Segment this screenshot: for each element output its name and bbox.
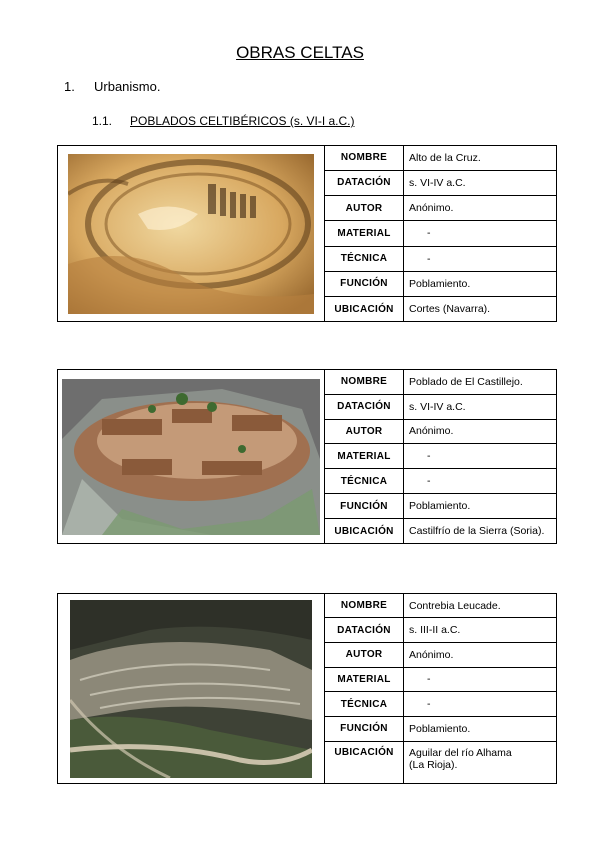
label-nombre: NOMBRE — [325, 146, 404, 170]
value-material: - — [427, 227, 431, 240]
value-ubicacion-line1: Aguilar del río Alhama — [409, 746, 512, 759]
value-ubicacion-line2: (La Rioja). — [409, 758, 458, 771]
value-autor: Anónimo. — [404, 419, 557, 444]
subsection-number: 1.1. — [92, 114, 113, 128]
subsection-label: POBLADOS CELTIBÉRICOS (s. VI-I a.C.) — [130, 114, 355, 128]
value-funcion: Poblamiento. — [404, 716, 557, 741]
label-ubicacion: UBICACIÓN — [325, 519, 404, 543]
value-material: - — [427, 673, 431, 686]
section-label: Urbanismo. — [94, 79, 161, 94]
label-funcion: FUNCIÓN — [325, 494, 404, 519]
label-tecnica: TÉCNICA — [325, 692, 404, 717]
value-tecnica: - — [427, 252, 431, 265]
value-tecnica: - — [427, 475, 431, 488]
value-ubicacion — [404, 297, 557, 321]
site-info-table — [325, 370, 556, 543]
label-funcion: FUNCIÓN — [325, 716, 404, 741]
value-material: - — [427, 450, 431, 463]
value-ubicacion — [404, 741, 557, 783]
label-tecnica: TÉCNICA — [325, 469, 404, 494]
label-datacion: DATACIÓN — [325, 618, 404, 643]
label-ubicacion: UBICACIÓN — [325, 297, 404, 321]
value-ubicacion-line1: Castilfrío de la Sierra (Soria). — [409, 525, 545, 538]
label-material: MATERIAL — [325, 221, 404, 246]
value-funcion: Poblamiento. — [404, 494, 557, 519]
label-material: MATERIAL — [325, 444, 404, 469]
value-tecnica: - — [427, 698, 431, 710]
value-autor: Anónimo. — [404, 196, 557, 221]
value-datacion: s. VI-IV a.C. — [404, 394, 557, 419]
aerial-photo-image — [70, 600, 312, 778]
value-ubicacion — [404, 519, 557, 543]
value-ubicacion-line1: Cortes (Navarra). — [409, 303, 491, 316]
aerial-photo-image — [68, 154, 314, 314]
subsection-heading — [92, 114, 355, 128]
site-card-alto-de-la-cruz — [57, 145, 557, 322]
label-autor: AUTOR — [325, 196, 404, 221]
label-nombre: NOMBRE — [325, 594, 404, 618]
label-ubicacion: UBICACIÓN — [325, 741, 404, 783]
label-funcion: FUNCIÓN — [325, 271, 404, 296]
label-tecnica: TÉCNICA — [325, 246, 404, 271]
label-autor: AUTOR — [325, 642, 404, 667]
value-datacion: s. VI-IV a.C. — [404, 170, 557, 195]
site-photo-cell — [58, 594, 325, 783]
value-funcion: Poblamiento. — [404, 271, 557, 296]
page-title: OBRAS CELTAS — [236, 43, 364, 62]
value-nombre: Poblado de El Castillejo. — [409, 375, 523, 388]
section-number: 1. — [64, 79, 75, 94]
site-info-table — [325, 594, 556, 783]
site-photo-cell — [58, 146, 325, 321]
label-autor: AUTOR — [325, 419, 404, 444]
site-info-table — [325, 146, 556, 321]
value-autor: Anónimo. — [404, 642, 557, 667]
value-nombre: Alto de la Cruz. — [409, 151, 481, 164]
site-card-el-castillejo — [57, 369, 557, 544]
label-datacion: DATACIÓN — [325, 394, 404, 419]
site-card-contrebia-leucade — [57, 593, 557, 784]
value-nombre: Contrebia Leucade. — [409, 599, 501, 612]
model-photo-image — [62, 379, 320, 535]
label-material: MATERIAL — [325, 667, 404, 692]
label-nombre: NOMBRE — [325, 370, 404, 394]
section-heading — [64, 79, 160, 94]
site-photo-cell — [58, 370, 325, 543]
label-datacion: DATACIÓN — [325, 170, 404, 195]
value-datacion: s. III-II a.C. — [404, 618, 557, 643]
